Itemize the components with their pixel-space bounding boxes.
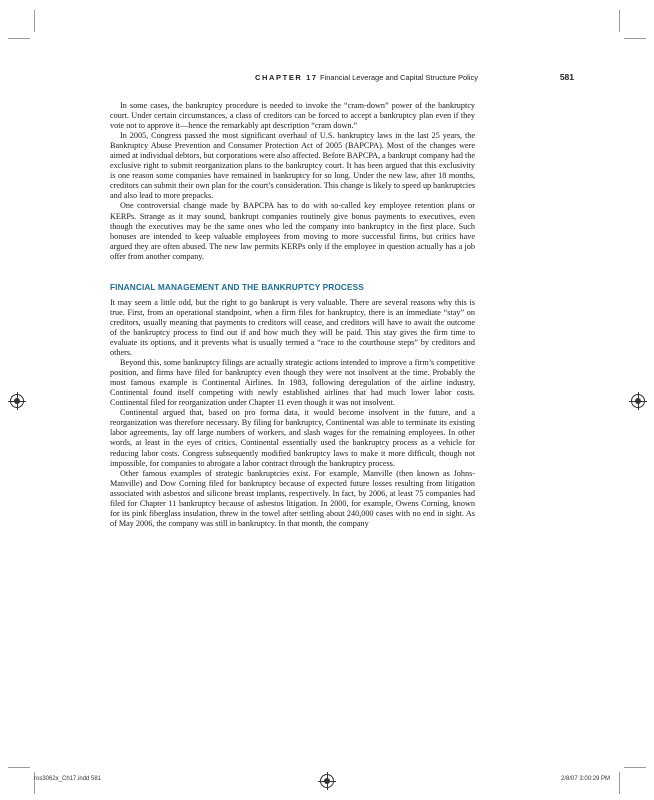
paragraph: One controversial change made by BAPCPA has to do with so-called key employee retention plans or KERPs. Strange as it may sound, bankrupt companies routinely give bonus payments to executives, even though the executives may be the same ones who led the company into bankruptcy in the first place. Such bonuses are intended to keep valuable employees from moving to more successful firms, but critics have argued they are often abused. The new law permits KERPs only if the employee in question actually has a job offer from another company.	[110, 201, 475, 261]
chapter-number: 17	[306, 73, 318, 82]
crop-mark	[34, 10, 35, 32]
chapter-label: CHAPTER	[255, 73, 303, 82]
paragraph: Other famous examples of strategic bankruptcies exist. For example, Manville (then known as Johns-Manville) and Dow Corning filed for bankruptcy because of expected future losses resulting from litigation associated with asbestos and silicone breast implants, respectively. In fact, by 2006, at least 75 companies had filed for Chapter 11 bankruptcy because of asbestos litigation. In 2000, for example, Owens Corning, known for its pink fiberglass insulation, threw in the towel after settling about 240,000 cases with no end in sight. As of May 2006, the company was still in bankruptcy. In that month, the company	[110, 468, 475, 528]
registration-mark-icon	[631, 394, 645, 408]
paragraph: It may seem a little odd, but the right to go bankrupt is very valuable. There are several reasons why this is true. First, from an operational standpoint, when a firm files for bankruptcy, there is an immediate “stay” on creditors, usually meaning that payments to creditors will cease, and creditors will have to await the outcome of the bankruptcy process to find out if and how much they will be paid. This stay gives the firm time to evaluate its options, and it prevents what is usually termed a “race to the courthouse steps” by creditors and others.	[110, 297, 475, 358]
paragraph: Continental argued that, based on pro forma data, it would become insolvent in the future, and a reorganization was therefore necessary. By filing for bankruptcy, Continental was able to terminate its existing labor agreements, lay off large numbers of workers, and slash wages for the remaining employees. In other words, at least in the eyes of critics, Continental essentially used the bankruptcy process as a vehicle for reducing labor costs. Congress subsequently modified bankruptcy laws to make it more difficult, though not impossible, for companies to abrogate a labor contract through the bankruptcy process.	[110, 408, 475, 468]
chapter-title: Financial Leverage and Capital Structure Policy	[320, 73, 479, 82]
crop-mark	[619, 772, 620, 794]
body-text	[110, 101, 475, 529]
crop-mark	[8, 767, 30, 768]
paragraph: In some cases, the bankruptcy procedure is needed to invoke the “cram-down” power of the bankruptcy court. Under certain circumstances, a class of creditors can be forced to accept a bankruptcy plan even if they vote not to approve it—hence the remarkably apt description “cram down.”	[110, 101, 475, 131]
section-heading: FINANCIAL MANAGEMENT AND THE BANKRUPTCY PROCESS	[110, 281, 364, 292]
crop-mark	[624, 38, 646, 39]
footer-slug-left: ros3062x_Ch17.indd 581	[34, 776, 102, 782]
registration-mark-icon	[10, 394, 24, 408]
crop-mark	[624, 767, 646, 768]
crop-mark	[8, 38, 30, 39]
footer-slug-right: 2/8/07 3:00:29 PM	[561, 776, 611, 782]
registration-mark-icon	[320, 774, 334, 788]
page-number: 581	[559, 72, 574, 82]
paragraph: Beyond this, some bankruptcy filings are actually strategic actions intended to improve a firm’s competitive position, and firms have filed for bankruptcy even though they were not insolvent at the time. Probably the most famous example is Continental Airlines. In 1983, following deregulation of the airline industry, Continental found itself competing with newly established airlines that had much lower labor costs. Continental filed for reorganization under Chapter 11 even though it was not insolvent.	[110, 358, 475, 408]
crop-mark	[619, 10, 620, 32]
paragraph: In 2005, Congress passed the most significant overhaul of U.S. bankruptcy laws in the last 25 years, the Bankruptcy Abuse Prevention and Consumer Protection Act of 2005 (BAPCPA). Most of the changes were aimed at individual debtors, but corporations were also affected. Before BAPCPA, a bankrupt company had the exclusive right to submit reorganization plans to the bankruptcy court. It has been argued that this exclusivity is one reason some companies have remained in bankruptcy for so long. Under the new law, after 18 months, creditors can submit their own plan for the court’s consideration. This change is likely to speed up bankruptcies and also lead to more prepacks.	[110, 131, 476, 201]
